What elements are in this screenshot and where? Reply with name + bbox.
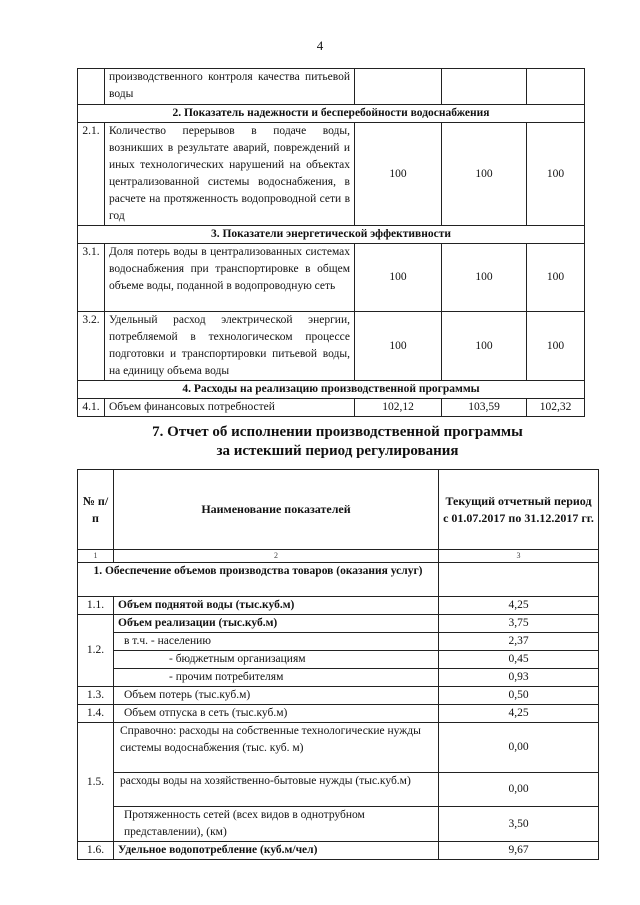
table-row	[78, 312, 585, 381]
value-cell: 4,25	[439, 705, 599, 723]
value-cell: 4,25	[439, 597, 599, 615]
value-cell: 100	[442, 312, 527, 381]
row-number: 1.5.	[78, 723, 114, 842]
header-name: Наименование показателей	[114, 470, 439, 550]
row-number: 1.1.	[78, 597, 114, 615]
table-row	[78, 687, 599, 705]
table-row	[78, 669, 599, 687]
indicator-name: Объем отпуска в сеть (тыс.куб.м)	[114, 705, 439, 723]
row-number: 4.1.	[78, 399, 105, 417]
section-4-title: 4. Расходы на реализацию производственной программы	[78, 381, 585, 399]
row-number: 3.2.	[78, 312, 105, 381]
row-number: 3.1.	[78, 244, 105, 312]
value-cell: 102,32	[527, 399, 585, 417]
indicator-name: Объем поднятой воды (тыс.куб.м)	[114, 597, 439, 615]
table-row	[78, 842, 599, 860]
section-1-title: 1. Обеспечение объемов производства товаров (оказания услуг)	[78, 563, 439, 597]
value-cell: 0,00	[439, 723, 599, 773]
indicator-name: Объем реализации (тыс.куб.м)	[114, 615, 439, 633]
indicator-name: Удельный расход электрической энергии, потребляемой в технологическом процессе подготовки и транспортировки питьевой воды, на единицу объема воды	[105, 312, 355, 381]
header-number: № п/п	[78, 470, 114, 550]
section-7-title-line2: за истекший период регулирования	[216, 443, 459, 459]
value-cell: 100	[527, 312, 585, 381]
value-cell: 103,59	[442, 399, 527, 417]
section-row	[78, 563, 599, 597]
indicator-name: - бюджетным организациям	[114, 651, 439, 669]
row-number: 1.4.	[78, 705, 114, 723]
column-index: 2	[114, 550, 439, 563]
value-cell: 100	[355, 312, 442, 381]
table-row	[78, 807, 599, 842]
row-number: 1.6.	[78, 842, 114, 860]
value-cell: 2,37	[439, 633, 599, 651]
value-cell: 0,00	[439, 773, 599, 807]
value-cell: 100	[527, 244, 585, 312]
indicator-name: Протяженность сетей (всех видов в однотрубном представлении), (км)	[114, 807, 439, 842]
value-cell: 0,45	[439, 651, 599, 669]
value-cell: 0,50	[439, 687, 599, 705]
indicator-name: Доля потерь воды в централизованных системах водоснабжения при транспортировке в общем объеме воды, поданной в водопроводную сеть	[105, 244, 355, 312]
section-3-title: 3. Показатели энергетической эффективности	[78, 226, 585, 244]
section-row	[78, 381, 585, 399]
table-row	[78, 723, 599, 773]
column-index: 1	[78, 550, 114, 563]
value-cell: 100	[355, 123, 442, 226]
table-row	[78, 69, 585, 105]
indicators-table	[77, 68, 585, 417]
value-cell: 100	[355, 244, 442, 312]
indicator-name: Удельное водопотребление (куб.м/чел)	[114, 842, 439, 860]
page-number: 4	[316, 38, 324, 53]
value-cell: 102,12	[355, 399, 442, 417]
report-table	[77, 469, 599, 860]
section-row	[78, 226, 585, 244]
section-7-title-line1: 7. Отчет об исполнении производственной программы	[152, 424, 523, 440]
value-cell: 100	[442, 123, 527, 226]
column-index: 3	[439, 550, 599, 563]
value-cell: 0,93	[439, 669, 599, 687]
value-cell: 3,50	[439, 807, 599, 842]
table-row	[78, 597, 599, 615]
section-2-title: 2. Показатель надежности и бесперебойности водоснабжения	[78, 105, 585, 123]
table-row	[78, 615, 599, 633]
indicator-name: - прочим потребителям	[114, 669, 439, 687]
table-row	[78, 651, 599, 669]
row-number: 1.3.	[78, 687, 114, 705]
table-row	[78, 633, 599, 651]
continued-text: производственного контроля качества питьевой воды	[105, 69, 355, 105]
table-row	[78, 123, 585, 226]
table-row	[78, 705, 599, 723]
header-period: Текущий отчетный период с 01.07.2017 по 31.12.2017 гг.	[439, 470, 599, 550]
value-cell: 100	[442, 244, 527, 312]
header-row	[78, 470, 599, 550]
section-row	[78, 105, 585, 123]
table-row	[78, 399, 585, 417]
index-row	[78, 550, 599, 563]
indicator-name: в т.ч. - населению	[114, 633, 439, 651]
row-number: 1.2.	[78, 615, 114, 687]
table-row	[78, 244, 585, 312]
indicator-name: Справочно: расходы на собственные технологические нужды системы водоснабжения (тыс. куб. м)	[114, 723, 439, 773]
indicator-name: расходы воды на хозяйственно-бытовые нужды (тыс.куб.м)	[114, 773, 439, 807]
indicator-name: Объем финансовых потребностей	[105, 399, 355, 417]
row-number: 2.1.	[78, 123, 105, 226]
indicator-name: Объем потерь (тыс.куб.м)	[114, 687, 439, 705]
value-cell: 3,75	[439, 615, 599, 633]
value-cell: 100	[527, 123, 585, 226]
table-row	[78, 773, 599, 807]
value-cell: 9,67	[439, 842, 599, 860]
indicator-name: Количество перерывов в подаче воды, возникших в результате аварий, повреждений и иных технологических нарушений на объектах централизованной системы водоснабжения, в расчете на протяженность водопроводной сети в год	[105, 123, 355, 226]
